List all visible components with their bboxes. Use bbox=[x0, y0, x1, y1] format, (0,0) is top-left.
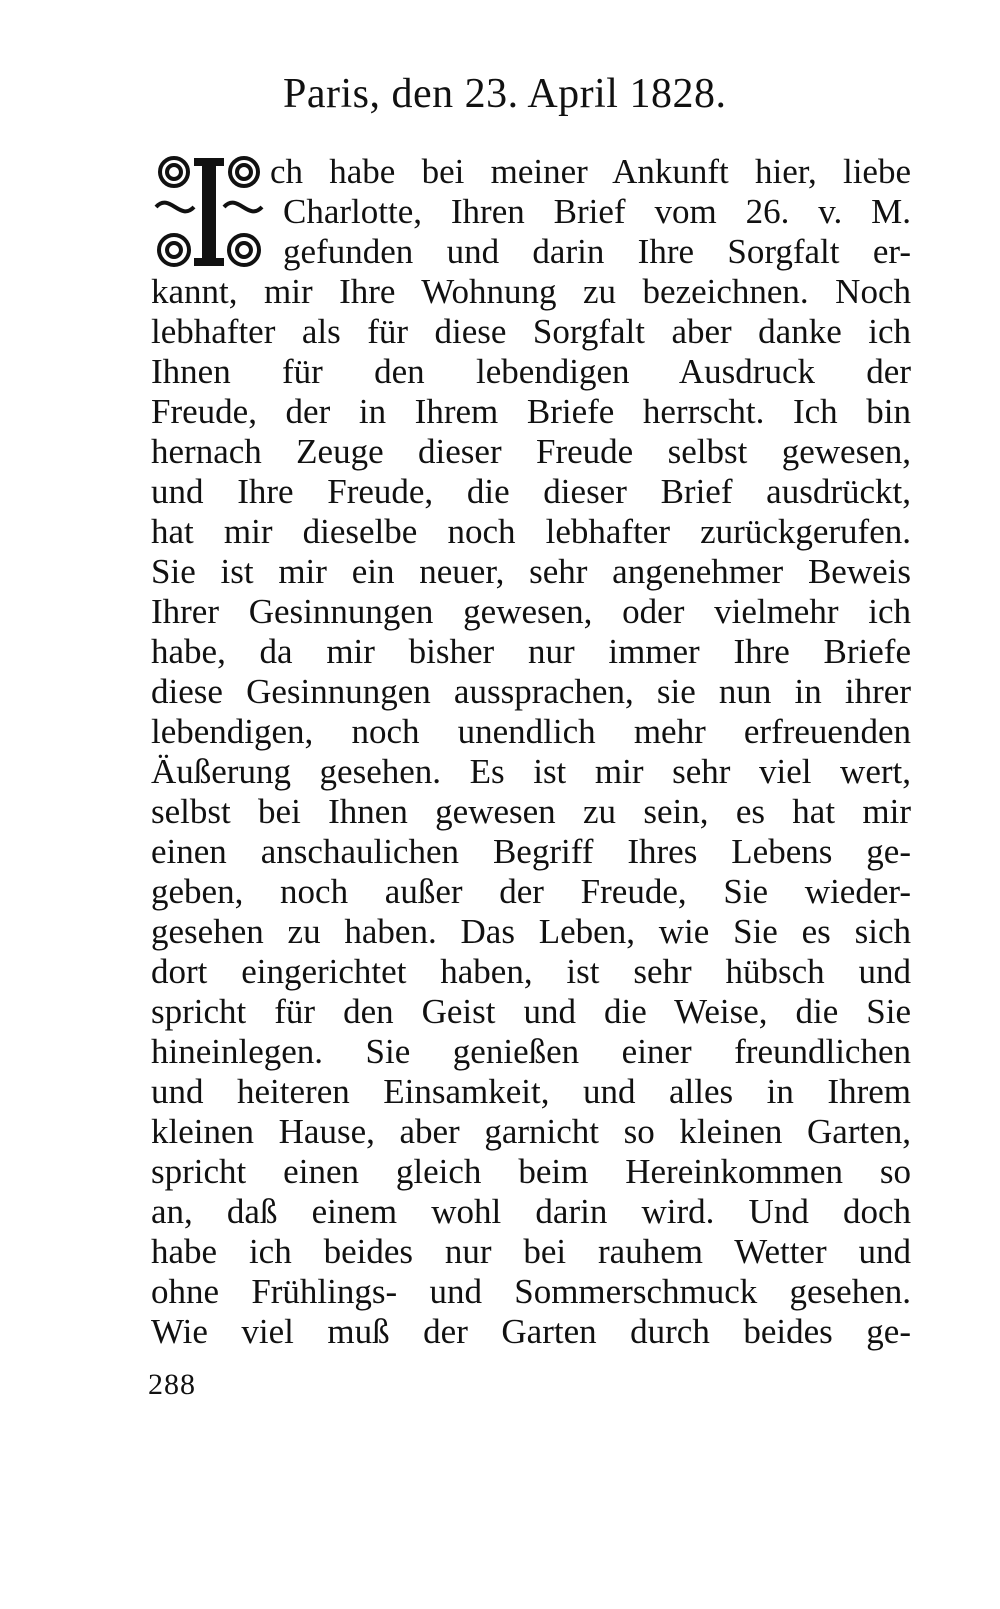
text-line: hernach Zeuge dieser Freude selbst gewesen, bbox=[151, 432, 911, 471]
text-line: hineinlegen. Sie genießen einer freundlichen bbox=[151, 1032, 911, 1071]
text-line: geben, noch außer der Freude, Sie wieder- bbox=[151, 872, 911, 911]
text-line: ch habe bei meiner Ankunft hier, liebe bbox=[270, 152, 911, 191]
text-line: diese Gesinnungen aussprachen, sie nun in ihrer bbox=[151, 672, 911, 711]
text-line: Wie viel muß der Garten durch beides ge- bbox=[151, 1312, 911, 1351]
text-line: kannt, mir Ihre Wohnung zu bezeichnen. Noch bbox=[151, 272, 911, 311]
text-line: habe ich beides nur bei rauhem Wetter und bbox=[151, 1232, 911, 1271]
text-line: spricht einen gleich beim Hereinkommen so bbox=[151, 1152, 911, 1191]
text-line: Freude, der in Ihrem Briefe herrscht. Ich bin bbox=[151, 392, 911, 431]
text-line: lebhafter als für diese Sorgfalt aber danke ich bbox=[151, 312, 911, 351]
text-line: und heiteren Einsamkeit, und alles in Ihrem bbox=[151, 1072, 911, 1111]
text-line: Charlotte, Ihren Brief vom 26. v. M. bbox=[283, 192, 911, 231]
text-line: gesehen zu haben. Das Leben, wie Sie es sich bbox=[151, 912, 911, 951]
text-line: einen anschaulichen Begriff Ihres Lebens ge- bbox=[151, 832, 911, 871]
text-line: ohne Frühlings- und Sommerschmuck gesehen. bbox=[151, 1272, 911, 1311]
text-line: hat mir dieselbe noch lebhafter zurückgerufen. bbox=[151, 512, 911, 551]
text-line: und Ihre Freude, die dieser Brief ausdrückt, bbox=[151, 472, 911, 511]
text-line: lebendigen, noch unendlich mehr erfreuenden bbox=[151, 712, 911, 751]
text-line: habe, da mir bisher nur immer Ihre Briefe bbox=[151, 632, 911, 671]
text-line: Sie ist mir ein neuer, sehr angenehmer Beweis bbox=[151, 552, 911, 591]
text-line: kleinen Hause, aber garnicht so kleinen Garten, bbox=[151, 1112, 911, 1151]
text-line: selbst bei Ihnen gewesen zu sein, es hat mir bbox=[151, 792, 911, 831]
text-line: dort eingerichtet haben, ist sehr hübsch und bbox=[151, 952, 911, 991]
text-line: Ihnen für den lebendigen Ausdruck der bbox=[151, 352, 911, 391]
letter-heading: Paris, den 23. April 1828. bbox=[283, 71, 727, 117]
text-line: Ihrer Gesinnungen gewesen, oder vielmehr ich bbox=[151, 592, 911, 631]
page-number: 288 bbox=[148, 1368, 196, 1401]
decorated-initial-letter bbox=[150, 152, 268, 272]
text-line: Äußerung gesehen. Es ist mir sehr viel wert, bbox=[151, 752, 911, 791]
text-line: an, daß einem wohl darin wird. Und doch bbox=[151, 1192, 911, 1231]
text-line: gefunden und darin Ihre Sorgfalt er- bbox=[283, 232, 911, 271]
text-line: spricht für den Geist und die Weise, die Sie bbox=[151, 992, 911, 1031]
